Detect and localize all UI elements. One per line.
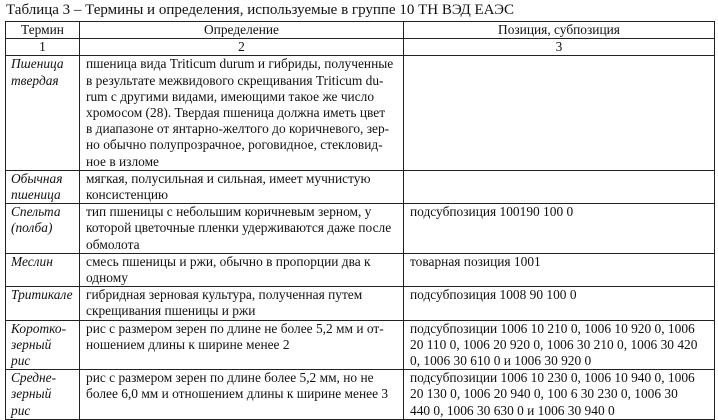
definition-cell [80, 287, 404, 320]
term-line: Меслин [11, 253, 53, 269]
term-line: Обычная [11, 170, 63, 186]
definition-line: одному [86, 270, 128, 286]
term-line: Спельта [11, 204, 61, 220]
position-cell [404, 370, 715, 420]
definition-cell [80, 56, 404, 170]
term-line: Пшеница [11, 56, 64, 72]
position-cell [404, 287, 715, 320]
definition-line: но обычно полупрозрачное, роговидное, стекловид- [86, 137, 383, 153]
term-line: Средне- [11, 370, 57, 386]
definition-cell [80, 370, 404, 420]
definition-line: пшеница вида Triticum durum и гибриды, полученные [86, 56, 394, 72]
column-number-row [6, 39, 715, 56]
definition-line: консистенцию [86, 187, 169, 203]
definition-line: гибридная зерновая культура, полученная путем [86, 287, 363, 303]
position-line: товарная позиция 1001 [410, 253, 541, 269]
terms-table [5, 21, 715, 420]
header-definition: Определение [80, 22, 404, 39]
position-line: 0, 1006 30 610 0 и 1006 30 920 0 [410, 353, 592, 369]
term-line: рис [11, 402, 31, 418]
term-cell [6, 56, 80, 170]
definition-cell [80, 253, 404, 286]
definition-line: ношением длины к ширине менее 2 [86, 336, 290, 352]
column-number-2: 2 [80, 39, 404, 56]
column-number-1: 1 [6, 39, 80, 56]
term-line: Коротко- [11, 320, 67, 336]
term-cell [6, 253, 80, 286]
term-line: рис [11, 353, 31, 369]
header-position: Позиция, субпозиция [404, 22, 715, 39]
definition-line: мягкая, полусильная и сильная, имеет мучнистую [86, 170, 371, 186]
definition-line: более 6,0 мм и отношением длины к ширине менее 3 [86, 386, 389, 402]
table-header-row [6, 22, 715, 39]
definition-line: смесь пшеницы и ржи, обычно в пропорции два к [86, 253, 371, 269]
term-cell [6, 287, 80, 320]
position-line: 20 110 0, 1006 20 920 0, 1006 30 210 0, 1006 30 420 [410, 336, 698, 352]
definition-line: rum с другими видами, имеющими такое же число [86, 88, 375, 104]
table-row [6, 320, 715, 370]
position-cell [404, 56, 715, 170]
table-caption: Таблица 3 – Термины и определения, используемые в группе 10 ТН ВЭД ЕАЭС [6, 2, 514, 18]
term-line: зерный [11, 386, 52, 402]
position-cell [404, 204, 715, 254]
definition-line: рис с размером зерен по длине не более 5,2 мм и от- [86, 320, 384, 336]
definition-line: которой цветочные пленки удерживаются даже после [86, 220, 392, 236]
position-line: 440 0, 1006 30 630 0 и 1006 30 940 0 [410, 402, 615, 418]
definition-line: ное в изломе [86, 153, 159, 169]
definition-line: скрещивания пшеницы и ржи [86, 303, 256, 319]
term-line: зерный [11, 336, 52, 352]
term-cell [6, 170, 80, 203]
term-line: твердая [11, 72, 59, 88]
definition-cell [80, 320, 404, 370]
table-row [6, 370, 715, 420]
column-number-3: 3 [404, 39, 715, 56]
position-cell [404, 320, 715, 370]
position-line: 20 130 0, 1006 20 940 0, 100 6 30 230 0, 1006 30 [410, 386, 678, 402]
table-row [6, 56, 715, 170]
position-cell [404, 170, 715, 203]
term-line: (полба) [11, 220, 53, 236]
term-cell [6, 370, 80, 420]
definition-line: тип пшеницы с небольшим коричневым зерном, у [86, 204, 372, 220]
definition-line: хромосом (28). Твердая пшеница должна иметь цвет [86, 105, 386, 121]
position-line: подсубпозиции 1006 10 210 0, 1006 10 920 0, 1006 [410, 320, 695, 336]
definition-cell [80, 204, 404, 254]
position-line: подсубпозиция 1008 90 100 0 [410, 287, 577, 303]
table-row [6, 253, 715, 286]
position-line: подсубпозиции 1006 10 230 0, 1006 10 940 0, 1006 [410, 370, 695, 386]
table-row [6, 170, 715, 203]
definition-line: в диапазоне от янтарно-желтого до коричневого, зер- [86, 121, 390, 137]
term-cell [6, 320, 80, 370]
header-term: Термин [6, 22, 80, 39]
table-row [6, 204, 715, 254]
term-cell [6, 204, 80, 254]
definition-cell [80, 170, 404, 203]
term-line: Тритикале [11, 287, 73, 303]
position-cell [404, 253, 715, 286]
position-line: подсубпозиция 100190 100 0 [410, 204, 574, 220]
definition-line: в результате межвидового скрещивания Triticum du- [86, 72, 384, 88]
table-row [6, 287, 715, 320]
definition-line: обмолота [86, 236, 140, 252]
definition-line: рис с размером зерен по длине более 5,2 мм, но не [86, 370, 374, 386]
term-line: пшеница [11, 187, 61, 203]
